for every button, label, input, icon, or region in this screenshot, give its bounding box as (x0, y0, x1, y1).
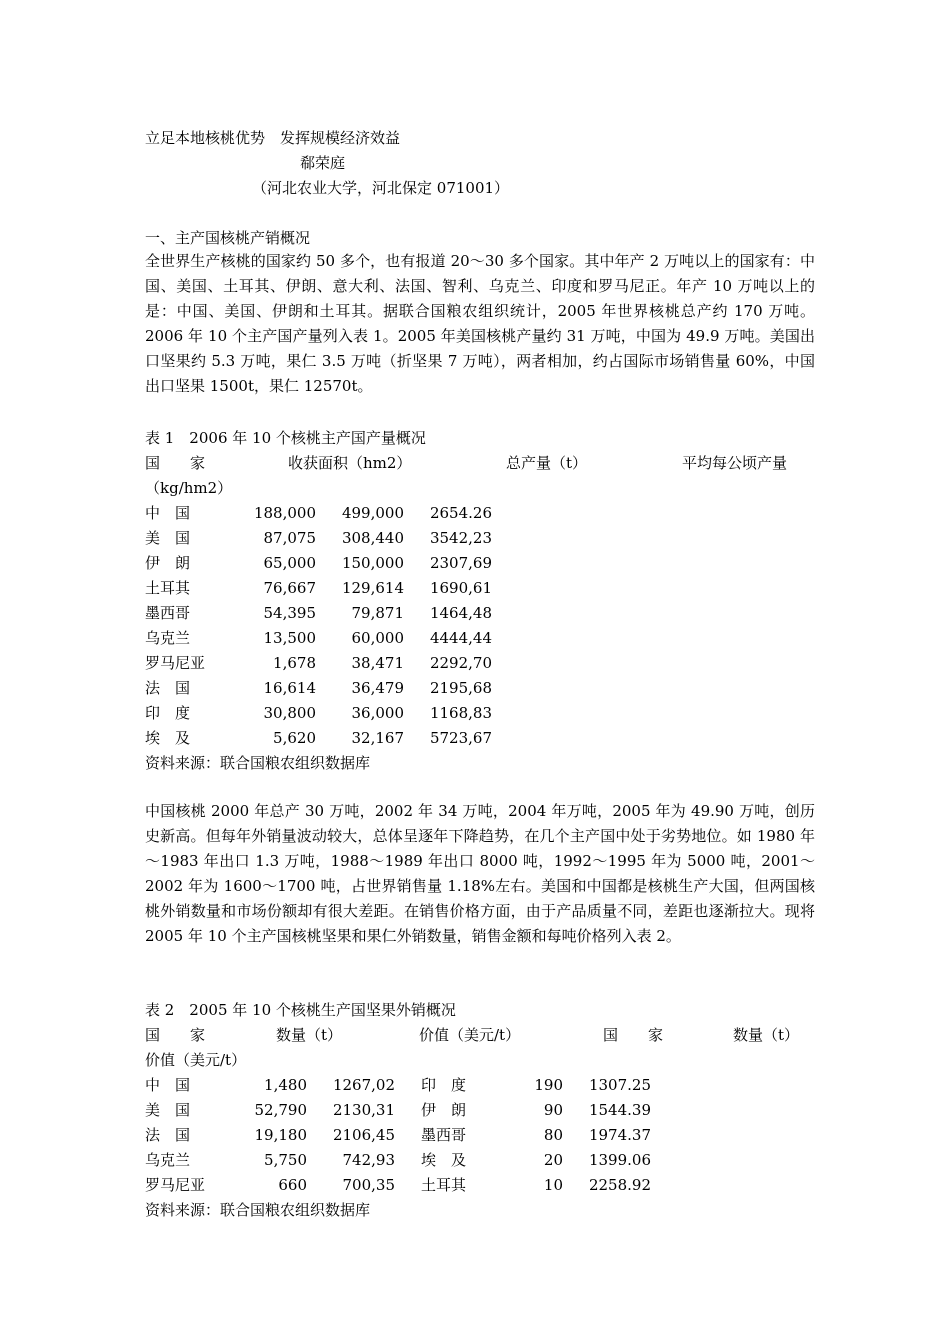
table2-cell-r2-c4: 80 (543, 1126, 563, 1144)
author-name: 郗荣庭 (300, 154, 346, 172)
table2-cell-r4-c2: 700,35 (342, 1176, 395, 1194)
table1-header-unit: （kg/hm2） (145, 479, 233, 497)
table2-header-country2: 国 家 (603, 1026, 664, 1044)
table1-cell-r4-c0: 墨西哥 (145, 604, 191, 622)
table1-cell-r0-c1: 188,000 (253, 504, 316, 522)
table1-cell-r1-c3: 3542,23 (429, 529, 492, 547)
table1-cell-r8-c3: 1168,83 (429, 704, 492, 722)
table1-header-area: 收获面积（hm2） (288, 454, 412, 472)
table2-cell-r3-c4: 20 (543, 1151, 563, 1169)
table1-cell-r3-c3: 1690,61 (429, 579, 492, 597)
table1-cell-r2-c0: 伊 朗 (145, 554, 191, 572)
table2-cell-r0-c3: 印 度 (421, 1076, 467, 1094)
table1-cell-r5-c0: 乌克兰 (145, 629, 191, 647)
table2-cell-r3-c0: 乌克兰 (145, 1151, 191, 1169)
table1-cell-r1-c1: 87,075 (263, 529, 316, 547)
table1-cell-r7-c2: 36,479 (351, 679, 404, 697)
table2-cell-r0-c0: 中 国 (145, 1076, 191, 1094)
table2-cell-r4-c5: 2258.92 (588, 1176, 651, 1194)
table1-cell-r5-c1: 13,500 (263, 629, 316, 647)
article-title: 立足本地核桃优势 发挥规模经济效益 (145, 129, 401, 147)
author-affiliation: （河北农业大学，河北保定 071001） (252, 179, 510, 197)
table2-cell-r0-c5: 1307.25 (588, 1076, 651, 1094)
table1-header-total: 总产量（t） (506, 454, 588, 472)
table2-cell-r4-c4: 10 (543, 1176, 563, 1194)
table1-cell-r0-c2: 499,000 (341, 504, 404, 522)
table1-cell-r9-c0: 埃 及 (145, 729, 191, 747)
table2-header-quantity2: 数量（t） (733, 1026, 800, 1044)
table1-cell-r2-c1: 65,000 (263, 554, 316, 572)
table1-caption: 表 1 2006 年 10 个核桃主产国产量概况 (145, 429, 426, 447)
table2-header-value: 价值（美元/t） (419, 1026, 521, 1044)
table1-cell-r6-c2: 38,471 (351, 654, 404, 672)
table2-cell-r3-c2: 742,93 (342, 1151, 395, 1169)
table1-cell-r4-c1: 54,395 (263, 604, 316, 622)
table1-cell-r3-c2: 129,614 (341, 579, 404, 597)
table2-cell-r1-c1: 52,790 (254, 1101, 307, 1119)
table2-cell-r2-c2: 2106,45 (332, 1126, 395, 1144)
table2-cell-r1-c3: 伊 朗 (421, 1101, 467, 1119)
table1-cell-r2-c2: 150,000 (341, 554, 404, 572)
section-heading: 一、主产国核桃产销概况 (145, 229, 311, 247)
table2-header-country: 国 家 (145, 1026, 206, 1044)
table1-cell-r8-c0: 印 度 (145, 704, 191, 722)
table1-source: 资料来源：联合国粮农组织数据库 (145, 754, 371, 772)
table2-header-value2: 价值（美元/t） (145, 1051, 247, 1069)
table1-cell-r6-c0: 罗马尼亚 (145, 654, 206, 672)
table1-cell-r6-c1: 1,678 (273, 654, 316, 672)
table1-cell-r2-c3: 2307,69 (429, 554, 492, 572)
table2-cell-r4-c3: 土耳其 (421, 1176, 467, 1194)
table1-cell-r9-c2: 32,167 (351, 729, 404, 747)
table1-cell-r1-c2: 308,440 (341, 529, 404, 547)
table2-cell-r0-c4: 190 (534, 1076, 563, 1094)
table1-cell-r9-c3: 5723,67 (429, 729, 492, 747)
table2-cell-r3-c1: 5,750 (264, 1151, 307, 1169)
table1-cell-r7-c3: 2195,68 (429, 679, 492, 697)
table2-cell-r0-c2: 1267,02 (332, 1076, 395, 1094)
table1-cell-r9-c1: 5,620 (273, 729, 316, 747)
table2-cell-r4-c1: 660 (278, 1176, 307, 1194)
table1-cell-r1-c0: 美 国 (145, 529, 191, 547)
table1-cell-r8-c2: 36,000 (351, 704, 404, 722)
table2-caption: 表 2 2005 年 10 个核桃生产国坚果外销概况 (145, 1001, 456, 1019)
table2-cell-r3-c5: 1399.06 (588, 1151, 651, 1169)
table1-cell-r7-c0: 法 国 (145, 679, 191, 697)
table1-cell-r0-c0: 中 国 (145, 504, 191, 522)
table1-cell-r4-c2: 79,871 (351, 604, 404, 622)
table2-cell-r4-c0: 罗马尼亚 (145, 1176, 206, 1194)
table1-cell-r5-c2: 60,000 (351, 629, 404, 647)
paragraph-1: 全世界生产核桃的国家约 50 多个，也有报道 20～30 多个国家。其中年产 2 万吨以上的国家有：中国、美国、土耳其、伊朗、意大利、法国、智利、乌克兰、印度和罗马尼正。年产 10 万吨以上的是：中国、美国、伊朗和土耳其。据联合国粮农组织统计，2005 年世界核桃总产约 170 万吨。2006 年 10 个主产国产量列入表 1。2005 年美国核桃产量约 31 万吨，中国为 49.9 万吨。美国出口坚果约 5.3 万吨，果仁 3.5 万吨（折坚果 7 万吨），两者相加，约占国际市场销售量 60%，中国出口坚果 1500t，果仁 12570t。 (145, 252, 815, 395)
paragraph-2: 中国核桃 2000 年总产 30 万吨，2002 年 34 万吨，2004 年万吨，2005 年为 49.90 万吨，创历史新高。但每年外销量波动较大，总体呈逐年下降趋势，在几个主产国中处于劣势地位。如 1980 年～1983 年出口 1.3 万吨，1988～1989 年出口 8000 吨，1992～1995 年为 5000 吨，2001～2002 年为 1600～1700 吨，占世界销售量 1.18%左右。美国和中国都是核桃生产大国，但两国核桃外销数量和市场份额却有很大差距。在销售价格方面，由于产品质量不同，差距也逐渐拉大。现将 2005 年 10 个主产国核桃坚果和果仁外销数量，销售金额和每吨价格列入表 2。 (145, 802, 815, 945)
table2-cell-r2-c0: 法 国 (145, 1126, 191, 1144)
table1-cell-r5-c3: 4444,44 (429, 629, 492, 647)
table2-cell-r1-c4: 90 (543, 1101, 563, 1119)
table1-header-country: 国 家 (145, 454, 206, 472)
table1-header-yield: 平均每公顷产量 (682, 454, 788, 472)
table1-cell-r4-c3: 1464,48 (429, 604, 492, 622)
table2-cell-r1-c5: 1544.39 (588, 1101, 651, 1119)
table2-source: 资料来源：联合国粮农组织数据库 (145, 1201, 371, 1219)
table2-cell-r2-c3: 墨西哥 (421, 1126, 467, 1144)
table2-cell-r1-c2: 2130,31 (332, 1101, 395, 1119)
table1-cell-r3-c1: 76,667 (263, 579, 316, 597)
table1-cell-r6-c3: 2292,70 (429, 654, 492, 672)
table2-cell-r0-c1: 1,480 (264, 1076, 307, 1094)
table1-cell-r3-c0: 土耳其 (145, 579, 191, 597)
table2-cell-r2-c5: 1974.37 (588, 1126, 651, 1144)
table2-cell-r1-c0: 美 国 (145, 1101, 191, 1119)
table1-cell-r7-c1: 16,614 (263, 679, 316, 697)
table2-header-quantity: 数量（t） (276, 1026, 343, 1044)
table1-cell-r0-c3: 2654.26 (429, 504, 492, 522)
table2-cell-r3-c3: 埃 及 (421, 1151, 467, 1169)
table2-cell-r2-c1: 19,180 (254, 1126, 307, 1144)
table1-cell-r8-c1: 30,800 (263, 704, 316, 722)
